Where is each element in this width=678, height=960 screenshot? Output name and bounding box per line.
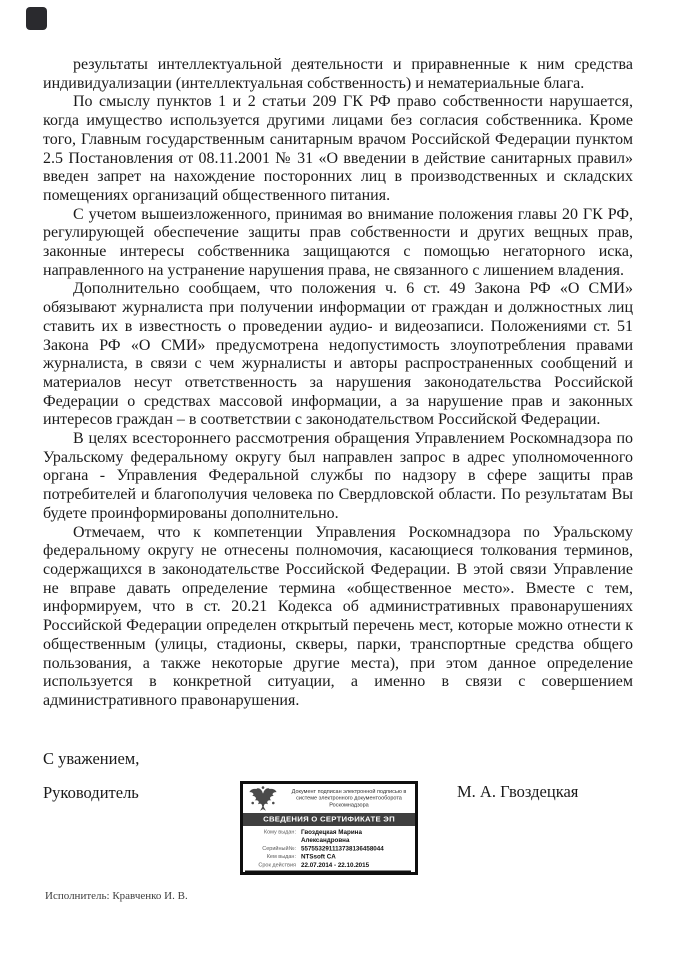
stamp-row-label: Кем выдан: xyxy=(266,853,296,860)
stamp-row xyxy=(245,828,411,845)
stamp-row-value: NTSsoft CA xyxy=(301,853,336,860)
stamp-certificate-table xyxy=(243,826,415,869)
stamp-row-value: 557553291113738136458044 xyxy=(301,844,384,852)
stamp-row-label: Кому выдан: xyxy=(263,828,296,835)
paragraph: В целях всестороннего рассмотрения обращения Управлением Роскомнадзора по Уральскому федеральному округу был направлен запрос в адрес уполномоченного органа - Управления Федеральной службы по надзору в сфере защиты прав потребителей и благополучия человека по Свердловской области. По результатам Вы будете проинформированы дополнительно. xyxy=(43,430,633,522)
closing-line: С уважением, xyxy=(43,749,140,768)
stamp-row-value: Гвоздецкая Марина Александровна xyxy=(301,828,362,844)
paragraph: По смыслу пунктов 1 и 2 статьи 209 ГК РФ право собственности нарушается, когда имущество используется другими лицами без согласия собственника. Кроме того, Главным государственным санитарным врачом Российской Федерации пунктом 2.5 Постановления от 08.11.2001 № 31 «О введении в действие санитарных правил» введен запрет на нахождение посторонних лиц в производственных и складских помещениях организаций общественного питания. xyxy=(43,93,633,204)
stamp-bottom-rule xyxy=(245,871,411,873)
letter-body xyxy=(43,56,633,711)
stamp-row-label: Серийный№: xyxy=(262,845,296,852)
esignature-stamp xyxy=(240,781,418,875)
stamp-row xyxy=(245,861,411,869)
corner-mark xyxy=(26,7,47,30)
esignature-stamp-content xyxy=(243,784,415,872)
double-headed-eagle-icon xyxy=(247,785,279,812)
paragraph: Отмечаем, что к компетенции Управления Роскомнадзора по Уральскому федеральному округу не отнесены полномочия, касающиеся толкования терминов, содержащихся в законодательстве Российской Федерации. В этой связи Управление не вправе давать определение термина «общественное место». Вместе с тем, информируем, что в ст. 20.21 Кодекса об административных правонарушениях Российской Федерации определен открытый перечень мест, которые можно отнести к общественным (улицы, стадионы, скверы, парки, транспортные средства общего пользования, а также некоторые другие места), при этом данное определение используется в конкретной ситуации, а именно в связи с совершением административного правонарушения. xyxy=(43,523,633,709)
signature-title: Руководитель xyxy=(43,783,139,802)
signature-name: М. А. Гвоздецкая xyxy=(457,782,579,801)
executor-note: Исполнитель: Кравченко И. В. xyxy=(45,890,188,902)
stamp-row xyxy=(245,844,411,852)
stamp-row-value: 22.07.2014 - 22.10.2015 xyxy=(301,861,370,869)
stamp-row-label: Срок действия xyxy=(258,861,296,868)
paragraph: результаты интеллектуальной деятельности и приравненные к ним средства индивидуализации (интеллектуальная собственность) и нематериальные блага. xyxy=(43,56,633,92)
stamp-top-section xyxy=(243,784,415,813)
paragraph: Дополнительно сообщаем, что положения ч. 6 ст. 49 Закона РФ «О СМИ» обязывают журналиста при получении информации от граждан и должностных лиц ставить их в известность о проведении аудио- и видеозаписи. Положениями ст. 51 Закона РФ «О СМИ» предусмотрена недопустимость злоупотребления правами журналиста, в связи с чем журналисты и авторы распространенных сообщений и материалов несут ответственность за нарушения законодательства Российской Федерации о средствах массовой информации, а за нарушение прав и законных интересов граждан – в соответствии с законодательством Российской Федерации. xyxy=(43,280,633,429)
paragraph: С учетом вышеизложенного, принимая во внимание положения главы 20 ГК РФ, регулирующей обеспечение защиты прав собственности и других вещных прав, законные интересы собственника защищаются с помощью негаторного иска, направленного на устранение нарушения права, не связанного с лишением владения. xyxy=(43,205,633,279)
stamp-top-text: Документ подписан электронной подписью в системе электронного документооборота Роскомнадзора xyxy=(291,788,407,808)
stamp-header: СВЕДЕНИЯ О СЕРТИФИКАТЕ ЭП xyxy=(243,813,415,826)
stamp-row xyxy=(245,853,411,861)
